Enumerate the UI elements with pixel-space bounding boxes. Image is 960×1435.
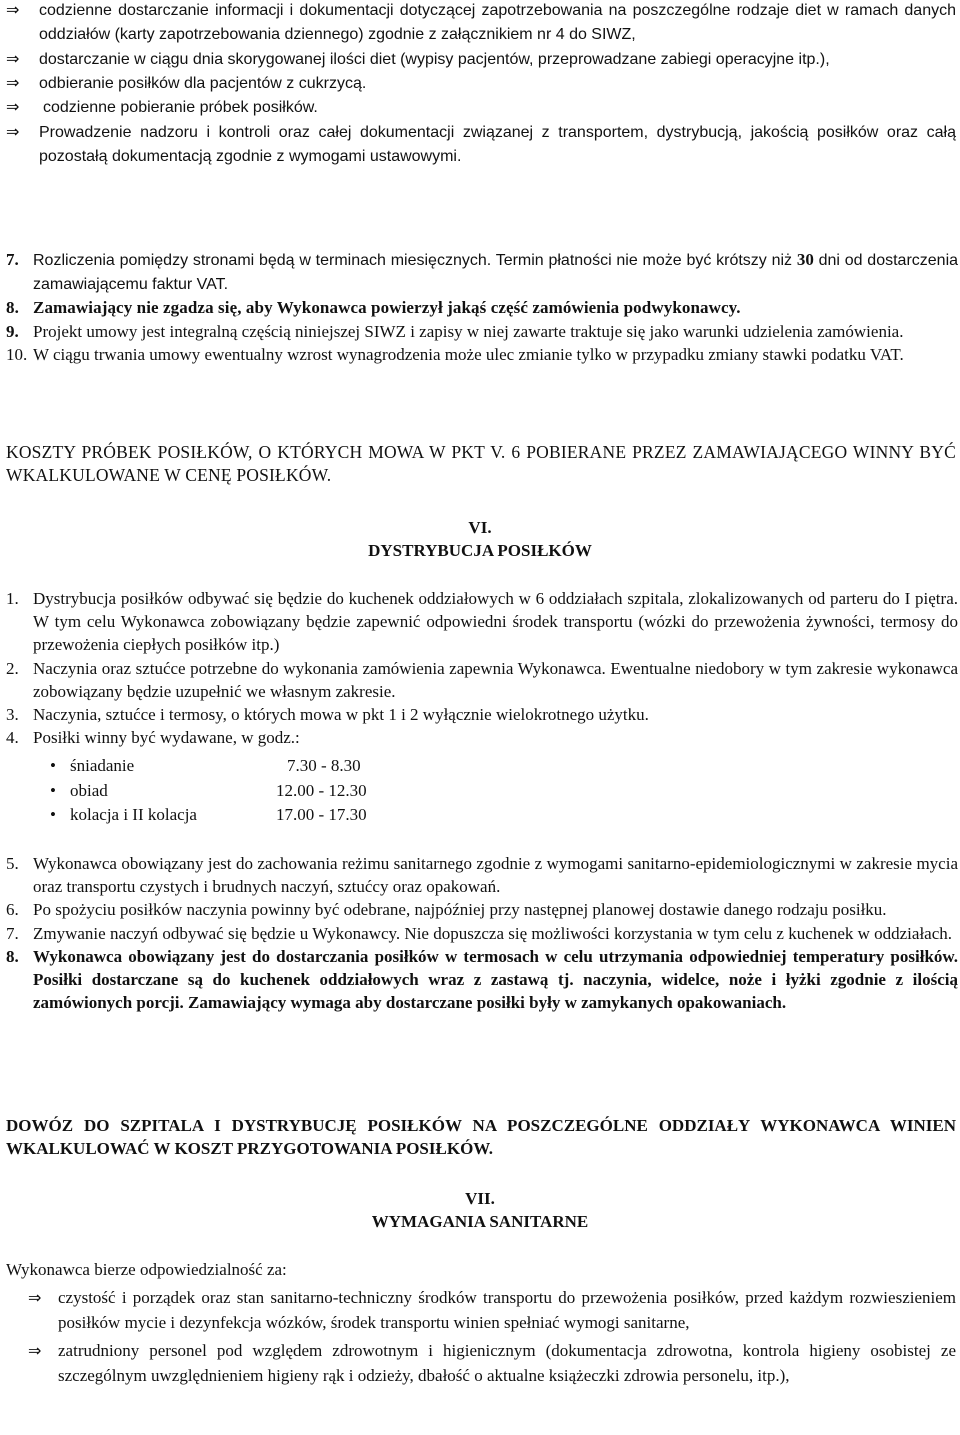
- item-text: dni od dostarczenia zamawiającemu faktur VAT.: [33, 252, 959, 294]
- bullet-icon: •: [50, 805, 56, 825]
- bullet-icon: •: [50, 780, 56, 800]
- meal-time: 12.00 - 12.30: [276, 780, 367, 800]
- item-number: 10.: [6, 344, 28, 364]
- item-number: 2.: [6, 658, 19, 678]
- list-item-text: codzienne dostarczanie informacji i dokumentacji dotyczącej zapotrzebowania na poszczególne rodzaje diet w ramach danych oddziałów (karty zapotrzebowania dziennego) zgodnie z załącznikiem nr 4 do SIWZ,: [39, 2, 956, 44]
- meal-time: 7.30 - 8.30: [287, 756, 361, 775]
- list-item: [0, 922, 960, 945]
- list-item: [0, 726, 960, 749]
- numbered-list-top: [0, 248, 960, 366]
- meal-row: [0, 754, 960, 779]
- meal-name: śniadanie: [70, 756, 135, 775]
- item-text: Wykonawca obowiązany jest do dostarczania posiłków w termosach w celu utrzymania odpowiedniej temperatury posiłków. Posiłki dostarczane są do kuchenek oddziałowych wraz z zastawą tj. naczynia, widelce, noże i łyżki zgodnie z ilością zamówionych porcji. Zamawiający wymaga aby dostarczane posiłki były w zamykanych opakowaniach.: [33, 946, 958, 1013]
- list-item-text: codzienne pobieranie próbek posiłków.: [43, 99, 318, 117]
- list-item: [0, 320, 960, 343]
- arrow-icon: ⇒: [28, 1341, 42, 1361]
- arrow-icon: ⇒: [28, 1288, 42, 1307]
- costs-note: KOSZTY PRÓBEK POSIŁKÓW, O KTÓRYCH MOWA W PKT V. 6 POBIERANE PRZEZ ZAMAWIAJĄCEGO WINNY BYĆ WKALKULOWANE W CENĘ POSIŁKÓW.: [6, 442, 956, 486]
- item-number: 4.: [6, 728, 19, 748]
- meal-row: [0, 779, 960, 804]
- item-text: Projekt umowy jest integralną częścią niniejszej SIWZ i zapisy w niej zawarte traktuje się jako warunki udzielenia zamówienia.: [33, 321, 904, 341]
- payment-days: 30: [796, 250, 814, 269]
- list-item: [0, 248, 960, 296]
- arrow-list-top: [6, 0, 956, 168]
- meal-schedule: [0, 754, 960, 828]
- item-text: Termin płatności nie może być krótszy niż: [491, 252, 797, 269]
- list-item: [6, 120, 956, 168]
- list-item: [0, 343, 960, 366]
- list-item: [0, 703, 960, 726]
- list-item: [0, 945, 960, 1015]
- list-item: [28, 1286, 956, 1335]
- list-item: [6, 47, 956, 71]
- delivery-note: DOWÓZ DO SZPITALA I DYSTRYBUCJĘ POSIŁKÓW NA POSZCZEGÓLNE ODDZIAŁY WYKONAWCA WINIEN WKALKULOWAĆ W KOSZT PRZYGOTOWANIA POSIŁKÓW.: [6, 1116, 956, 1159]
- arrow-icon: ⇒: [6, 73, 20, 93]
- list-item: [0, 296, 960, 319]
- list-item: [6, 0, 956, 46]
- section-title: WYMAGANIA SANITARNE: [371, 1212, 589, 1231]
- section6-list-continued: [0, 852, 960, 1014]
- list-item-text: Prowadzenie nadzoru i kontroli oraz całej dokumentacji związanej z transportem, dystrybucją, jakością posiłków oraz całą pozostałą dokumentacją zgodnie z wymogami ustawowymi.: [39, 123, 956, 165]
- meal-time: 17.00 - 17.30: [276, 805, 367, 825]
- item-number: 9.: [6, 321, 19, 341]
- item-number: 3.: [6, 705, 19, 725]
- arrow-icon: ⇒: [6, 97, 20, 117]
- list-item-text: zatrudniony personel pod względem zdrowotnym i higienicznym (dokumentacja zdrowotna, kontrola higieny osobistej ze szczególnym uwzględnieniem higieny rąk i odzieży, dbałość o aktualne książeczki zdrowia personelu, itp.),: [58, 1341, 956, 1385]
- item-text: Zmywanie naczyń odbywać się będzie u Wykonawcy. Nie dopuszcza się możliwości korzystania w tym celu z kuchenek w oddziałach.: [33, 923, 953, 943]
- arrow-icon: ⇒: [6, 48, 20, 68]
- arrow-icon: ⇒: [6, 0, 20, 19]
- section-title: DYSTRYBUCJA POSIŁKÓW: [368, 541, 592, 560]
- list-item-text: czystość i porządek oraz stan sanitarno-techniczny środków transportu do przewożenia posiłków, przed każdym rozwieszieniem posiłków mycie i dezynfekcja wózków, środek transportu winien spełniać wymogi sanitarne,: [58, 1288, 956, 1332]
- section-number: VII.: [465, 1189, 495, 1208]
- meal-name: kolacja i II kolacja: [70, 805, 197, 825]
- list-item: [0, 657, 960, 703]
- item-text: Rozliczenia pomiędzy stronami będą w terminach miesięcznych.: [33, 252, 492, 269]
- item-number: 5.: [6, 854, 19, 873]
- list-item: [0, 852, 960, 898]
- item-text: Dystrybucja posiłków odbywać się będzie do kuchenek oddziałowych w 6 oddziałach szpitala, zlokalizowanych od parteru do I piętra. W tym celu Wykonawca zobowiązany będzie zapewnić odpowiedni środek transportu (wózki do przewożenia żywności, termosy do przewożenia ciepłych posiłków itp.): [33, 589, 958, 655]
- item-number: 8.: [6, 298, 19, 318]
- list-item-text: odbieranie posiłków dla pacjentów z cukrzycą.: [39, 75, 367, 93]
- section7-list: [28, 1286, 956, 1388]
- section6-list: [0, 587, 960, 749]
- item-number: 1.: [6, 589, 19, 608]
- item-text: Zamawiający nie zgadza się, aby Wykonawca powierzył jakąś część zamówienia podwykonawcy.: [33, 298, 741, 318]
- list-item-text: dostarczanie w ciągu dnia skorygowanej ilości diet (wypisy pacjentów, przeprowadzane zabiegi operacyjne itp.),: [39, 50, 830, 68]
- item-number: 7.: [6, 250, 19, 269]
- item-number: 7.: [6, 923, 19, 943]
- item-text: Naczynia, sztućce i termosy, o których mowa w pkt 1 i 2 wyłącznie wielokrotnego użytku.: [33, 705, 649, 725]
- item-number: 6.: [6, 900, 19, 920]
- item-text: W ciągu trwania umowy ewentualny wzrost wynagrodzenia może ulec zmianie tylko w przypadku zmiany stawki podatku VAT.: [33, 344, 904, 364]
- bullet-icon: •: [50, 756, 56, 775]
- section7-intro: Wykonawca bierze odpowiedzialność za:: [6, 1260, 287, 1279]
- list-item: [28, 1339, 956, 1388]
- list-item: [6, 71, 956, 95]
- section-number: VI.: [468, 518, 492, 537]
- list-item: [0, 587, 960, 657]
- list-item: [6, 95, 956, 119]
- arrow-icon: ⇒: [6, 121, 20, 141]
- meal-row: [0, 803, 960, 828]
- item-number: 8.: [6, 946, 19, 966]
- item-text: Wykonawca obowiązany jest do zachowania reżimu sanitarnego zgodnie z wymogami sanitarno-epidemiologicznymi w zakresie mycia oraz transportu czystych i brudnych naczyń, sztućcy oraz opakowań.: [33, 854, 958, 897]
- list-item: [0, 898, 960, 921]
- item-text: Po spożyciu posiłków naczynia powinny być odebrane, najpóźniej przy następnej planowej dostawie danego rodzaju posiłku.: [33, 900, 887, 920]
- meal-name: obiad: [70, 780, 108, 800]
- item-text: Posiłki winny być wydawane, w godz.:: [33, 728, 300, 748]
- item-text: Naczynia oraz sztućce potrzebne do wykonania zamówienia zapewnia Wykonawca. Ewentualne niedobory w tym zakresie wykonawca zobowiązany będzie uzupełnić we własnym zakresie.: [33, 658, 958, 701]
